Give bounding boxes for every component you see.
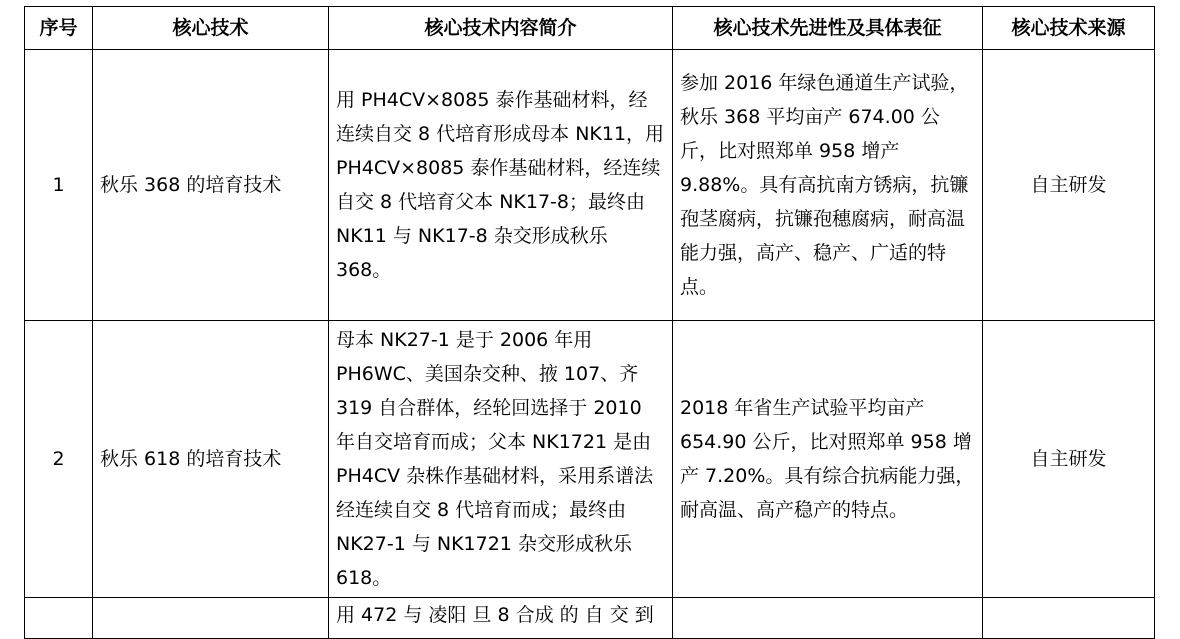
table-row: [25, 598, 1155, 639]
tech-source: [983, 598, 1155, 639]
tech-name: 秋乐 618 的培育技术: [93, 321, 329, 598]
row-number: [25, 598, 93, 639]
tech-summary-cut: [329, 598, 673, 639]
tech-advancement: [673, 598, 983, 639]
tech-name: [93, 598, 329, 639]
tech-source: 自主研发: [983, 50, 1155, 321]
tech-advancement: 参加 2016 年绿色通道生产试验，秋乐 368 平均亩产 674.00 公斤，比对照郑单 958 增产 9.88%。具有高抗南方锈病，抗镰孢茎腐病，抗镰孢穗腐病，耐高温能力强，高产、稳产、广适的特点。: [673, 50, 983, 321]
tech-summary-cut-text: 用 472 与 凌阳 旦 8 合成 的 自 交 到: [336, 604, 654, 626]
core-technology-table: [24, 6, 1155, 639]
header-no: 序号: [25, 7, 93, 50]
row-number: 1: [25, 50, 93, 321]
table-header-row: [25, 7, 1155, 50]
tech-summary: 用 PH4CV×8085 泰作基础材料，经连续自交 8 代培育形成母本 NK11，用 PH4CV×8085 泰作基础材料，经连续自交 8 代培育父本 NK17-8；最终由 NK11 与 NK17-8 杂交形成秋乐 368。: [329, 50, 673, 321]
table-row: [25, 321, 1155, 598]
row-number: 2: [25, 321, 93, 598]
header-tech-summary: 核心技术内容简介: [329, 7, 673, 50]
tech-name: 秋乐 368 的培育技术: [93, 50, 329, 321]
table-row: [25, 50, 1155, 321]
header-tech-advancement: 核心技术先进性及具体表征: [673, 7, 983, 50]
tech-source: 自主研发: [983, 321, 1155, 598]
header-tech-source: 核心技术来源: [983, 7, 1155, 50]
tech-summary: 母本 NK27-1 是于 2006 年用 PH6WC、美国杂交种、掖 107、齐 319 自合群体，经轮回选择于 2010 年自交培育而成；父本 NK1721 是由 PH4CV 杂株作基础材料，采用系谱法经连续自交 8 代培育而成；最终由 NK27-1 与 NK1721 杂交形成秋乐 618。: [329, 321, 673, 598]
tech-advancement: 2018 年省生产试验平均亩产 654.90 公斤，比对照郑单 958 增产 7.20%。具有综合抗病能力强，耐高温、高产稳产的特点。: [673, 321, 983, 598]
header-core-tech: 核心技术: [93, 7, 329, 50]
